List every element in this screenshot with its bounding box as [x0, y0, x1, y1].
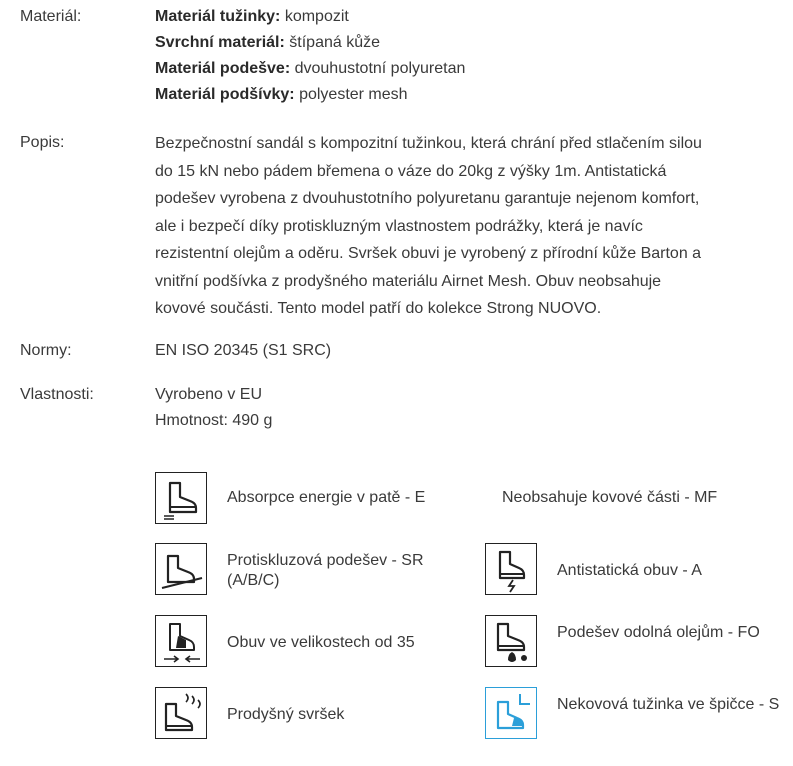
boot-nonmetal-toecap-icon: [485, 687, 537, 739]
feature-item: [155, 472, 475, 534]
feature-text: Antistatická obuv - A: [557, 562, 702, 579]
properties-label: Vlastnosti:: [20, 386, 94, 403]
standards-value: EN ISO 20345 (S1 SRC): [155, 342, 332, 359]
description-line: do 15 kN nebo pádem břemena o váze do 20kg z výšky 1m. Antistatická: [155, 162, 667, 180]
material-key: Materiál podšívky:: [155, 86, 295, 103]
feature-text: Obuv ve velikostech od 35: [227, 634, 415, 651]
feature-text: Absorpce energie v patě - E: [227, 489, 426, 506]
description-line: podešev vyrobena z dvouhustotního polyuretanu garantuje nejenom komfort,: [155, 190, 700, 207]
description-line: Bezpečnostní sandál s kompozitní tužinkou, která chrání před stlačením silou: [155, 135, 702, 152]
material-values: [155, 4, 793, 108]
material-line: [155, 4, 793, 30]
feature-item: [155, 615, 475, 677]
feature-text: Prodyšný svršek: [227, 706, 345, 723]
property-line: Hmotnost: 490 g: [155, 412, 273, 429]
feature-text: Podešev odolná olejům - FO: [557, 624, 760, 641]
properties-values: [155, 382, 793, 434]
boot-oil-resistant-icon: [485, 615, 537, 667]
feature-text: Protiskluzová podešev - SR (A/B/C): [227, 552, 424, 589]
material-line: [155, 56, 793, 82]
feature-item: [155, 543, 475, 605]
description-line: ale i bezpečí díky protiskluzným vlastnostem podrážky, která je navíc: [155, 217, 643, 235]
feature-item: [485, 687, 785, 749]
property-line: Vyrobeno v EU: [155, 386, 263, 403]
description-line: kovové součásti. Tento model patří do kolekce Strong NUOVO.: [155, 300, 602, 317]
description-line: rezistentní olejům a oděru. Svršek obuvi je vyrobený z přírodní kůže Barton a: [155, 245, 702, 262]
material-value: kompozit: [284, 8, 349, 25]
feature-item: [155, 687, 475, 749]
material-key: Svrchní materiál:: [155, 34, 285, 51]
feature-item: [485, 472, 785, 534]
material-key: Materiál tužinky:: [155, 8, 281, 25]
material-value: dvouhustotní polyuretan: [294, 60, 466, 77]
standards-label: Normy:: [20, 342, 72, 359]
material-label: Materiál:: [20, 8, 82, 25]
boot-slip-resistant-icon: [155, 543, 207, 595]
material-value: polyester mesh: [299, 86, 408, 103]
description-line: vnitřní podšívka z prodyšného materiálu Airnet Mesh. Obuv neobsahuje: [155, 272, 662, 290]
feature-text: Nekovová tužinka ve špičce - S: [557, 696, 780, 713]
material-line: [155, 82, 793, 108]
description-label: Popis:: [20, 134, 65, 151]
boot-size-icon: [155, 615, 207, 667]
material-key: Materiál podešve:: [155, 60, 291, 77]
boot-breathable-icon: [155, 687, 207, 739]
boot-heel-absorption-icon: [155, 472, 207, 524]
feature-text: Neobsahuje kovové části - MF: [502, 489, 718, 506]
feature-item: [485, 543, 785, 605]
material-value: štípaná kůže: [289, 34, 381, 51]
description-text: [155, 130, 793, 323]
feature-item: [485, 615, 785, 677]
boot-antistatic-icon: [485, 543, 537, 595]
material-line: [155, 30, 793, 56]
